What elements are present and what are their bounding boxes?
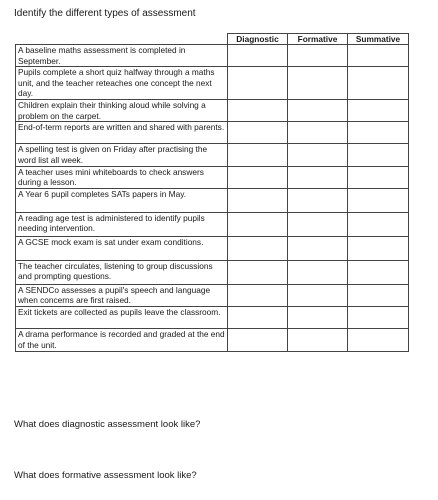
statement-cell: Exit tickets are collected as pupils leave the classroom. bbox=[16, 306, 228, 328]
header-row bbox=[16, 34, 409, 45]
table-row bbox=[16, 236, 409, 260]
summative-answer-cell[interactable] bbox=[348, 122, 409, 144]
summative-answer-cell[interactable] bbox=[348, 45, 409, 67]
diagnostic-answer-cell[interactable] bbox=[228, 67, 288, 100]
table-row bbox=[16, 100, 409, 122]
summative-answer-cell[interactable] bbox=[348, 212, 409, 236]
diagnostic-answer-cell[interactable] bbox=[228, 100, 288, 122]
question-formative: What does formative assessment look like? bbox=[14, 470, 197, 481]
formative-answer-cell[interactable] bbox=[288, 306, 348, 328]
formative-answer-cell[interactable] bbox=[288, 284, 348, 306]
header-blank-cell bbox=[16, 34, 228, 45]
diagnostic-answer-cell[interactable] bbox=[228, 144, 288, 166]
diagnostic-answer-cell[interactable] bbox=[228, 166, 288, 188]
diagnostic-answer-cell[interactable] bbox=[228, 45, 288, 67]
formative-answer-cell[interactable] bbox=[288, 166, 348, 188]
table-row bbox=[16, 188, 409, 212]
table-row bbox=[16, 260, 409, 284]
formative-answer-cell[interactable] bbox=[288, 122, 348, 144]
table-row bbox=[16, 328, 409, 351]
formative-answer-cell[interactable] bbox=[288, 260, 348, 284]
worksheet-title: Identify the different types of assessment bbox=[14, 8, 196, 19]
statement-cell: Pupils complete a short quiz halfway through a maths unit, and the teacher reteaches one concept the next day. bbox=[16, 67, 228, 100]
column-header-summative: Summative bbox=[348, 34, 409, 45]
diagnostic-answer-cell[interactable] bbox=[228, 328, 288, 351]
table-row bbox=[16, 212, 409, 236]
diagnostic-answer-cell[interactable] bbox=[228, 236, 288, 260]
statement-cell: A spelling test is given on Friday after practising the word list all week. bbox=[16, 144, 228, 166]
summative-answer-cell[interactable] bbox=[348, 188, 409, 212]
summative-answer-cell[interactable] bbox=[348, 328, 409, 351]
statement-cell: Children explain their thinking aloud while solving a problem on the carpet. bbox=[16, 100, 228, 122]
table-row bbox=[16, 306, 409, 328]
diagnostic-answer-cell[interactable] bbox=[228, 284, 288, 306]
statement-cell: A teacher uses mini whiteboards to check answers during a lesson. bbox=[16, 166, 228, 188]
formative-answer-cell[interactable] bbox=[288, 212, 348, 236]
diagnostic-answer-cell[interactable] bbox=[228, 188, 288, 212]
table-row bbox=[16, 122, 409, 144]
summative-answer-cell[interactable] bbox=[348, 67, 409, 100]
summative-answer-cell[interactable] bbox=[348, 284, 409, 306]
formative-answer-cell[interactable] bbox=[288, 100, 348, 122]
summative-answer-cell[interactable] bbox=[348, 260, 409, 284]
diagnostic-answer-cell[interactable] bbox=[228, 260, 288, 284]
statement-cell: A Year 6 pupil completes SATs papers in May. bbox=[16, 188, 228, 212]
summative-answer-cell[interactable] bbox=[348, 100, 409, 122]
statement-cell: A drama performance is recorded and graded at the end of the unit. bbox=[16, 328, 228, 351]
summative-answer-cell[interactable] bbox=[348, 166, 409, 188]
column-header-diagnostic: Diagnostic bbox=[228, 34, 288, 45]
summative-answer-cell[interactable] bbox=[348, 144, 409, 166]
table-row bbox=[16, 144, 409, 166]
table-row bbox=[16, 45, 409, 67]
formative-answer-cell[interactable] bbox=[288, 45, 348, 67]
assessment-table bbox=[15, 33, 409, 352]
summative-answer-cell[interactable] bbox=[348, 236, 409, 260]
formative-answer-cell[interactable] bbox=[288, 236, 348, 260]
formative-answer-cell[interactable] bbox=[288, 67, 348, 100]
summative-answer-cell[interactable] bbox=[348, 306, 409, 328]
statement-cell: A reading age test is administered to identify pupils needing intervention. bbox=[16, 212, 228, 236]
statement-cell: A baseline maths assessment is completed in September. bbox=[16, 45, 228, 67]
statement-cell: A GCSE mock exam is sat under exam conditions. bbox=[16, 236, 228, 260]
table-row bbox=[16, 67, 409, 100]
statement-cell: The teacher circulates, listening to group discussions and prompting questions. bbox=[16, 260, 228, 284]
diagnostic-answer-cell[interactable] bbox=[228, 306, 288, 328]
table-row bbox=[16, 166, 409, 188]
statement-cell: End-of-term reports are written and shared with parents. bbox=[16, 122, 228, 144]
table-row bbox=[16, 284, 409, 306]
formative-answer-cell[interactable] bbox=[288, 328, 348, 351]
column-header-formative: Formative bbox=[288, 34, 348, 45]
formative-answer-cell[interactable] bbox=[288, 144, 348, 166]
statement-cell: A SENDCo assesses a pupil's speech and language when concerns are first raised. bbox=[16, 284, 228, 306]
diagnostic-answer-cell[interactable] bbox=[228, 212, 288, 236]
question-diagnostic: What does diagnostic assessment look like? bbox=[14, 419, 201, 430]
diagnostic-answer-cell[interactable] bbox=[228, 122, 288, 144]
formative-answer-cell[interactable] bbox=[288, 188, 348, 212]
